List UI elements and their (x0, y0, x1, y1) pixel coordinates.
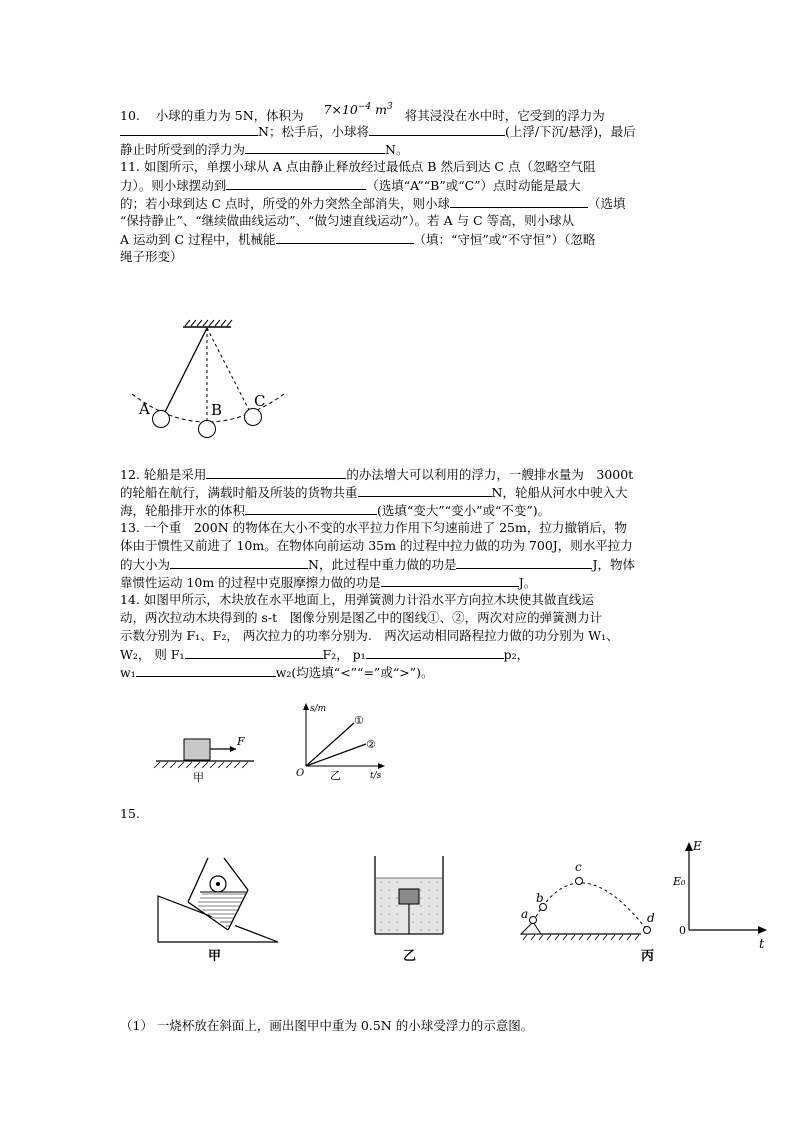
block-figure (150, 725, 270, 785)
q14-line5: w₁ w₂(均选填“<”“=”或“>”)。 (120, 665, 434, 680)
ball-a (530, 917, 537, 924)
graph-line-2 (306, 744, 366, 766)
label-a: A (139, 400, 150, 418)
fig-yi-label: 乙 (330, 769, 341, 782)
pt-d: d (647, 911, 655, 925)
q11-line1: 11. 如图所示，单摆小球从 A 点由静止释放经过最低点 B 然后到达 C 点（忽略空气阻 (120, 159, 596, 174)
pt-a: a (521, 907, 529, 921)
string-c (207, 328, 249, 410)
q11-line2: 力）。则小球摆动到 （选填“A”“B”或“C”）点时动能是最大 (120, 178, 581, 193)
label-c: C (254, 392, 266, 410)
label-b: B (211, 401, 223, 419)
pendulum-figure (128, 318, 298, 442)
q10-blank-final-buoyancy[interactable] (245, 140, 385, 154)
wood-block (184, 739, 210, 760)
graph-line-1 (306, 723, 354, 766)
axis-e0: E₀ (673, 875, 686, 888)
ceiling-hatch (183, 320, 232, 327)
q14-line1: 14. 如图甲所示，木块放在水平地面上，用弹簧测力计沿水平方向拉木块使其做直线运 (120, 592, 594, 607)
axis-e: E (693, 839, 702, 853)
q10-line3: 静止时所受到的浮力为 N。 (120, 142, 409, 157)
ball-c (245, 409, 262, 426)
q10-text-1: 小球的重力为 5N，体积为 (155, 108, 304, 124)
trajectory (533, 883, 647, 930)
origin-label: O (296, 768, 305, 779)
q12-blank-volume[interactable] (245, 501, 377, 515)
q13-blank-force[interactable] (170, 555, 308, 569)
q13-line1: 13. 一个重 200N 的物体在大小不变的水平拉力作用下匀速前进了 25m，拉力撤销后，物 (120, 520, 627, 535)
q13-line3: 的大小为 N，此过程中重力做的功是 J，物体 (120, 557, 635, 572)
fig-jia-label: 甲 (193, 771, 204, 784)
q10-line2: N；松手后，小球将 (上浮/下沉/悬浮)，最后 (120, 122, 636, 141)
q14-line4: W₂， 则 F₁ F₂， p₁ p₂， (120, 647, 530, 662)
ball-d (644, 927, 651, 934)
cap-jia: 甲 (208, 949, 222, 964)
ball-c (576, 878, 583, 885)
q11-line4: “保持静止”、“继续做曲线运动”、“做匀速直线运动”）。若 A 与 C 等高，则小球从 (120, 213, 575, 228)
pt-b: b (536, 891, 544, 905)
axis-zero: 0 (679, 924, 686, 937)
force-label: F (237, 735, 245, 748)
projectile-figure (505, 838, 785, 968)
q14-line3: 示数分别为 F₁、F₂， 两次拉力的功率分别为. 两次运动相同路程拉力做的功分别为 W₁、 (120, 628, 619, 643)
q13-blank-gravity-work[interactable] (456, 555, 592, 569)
axis-t: t (759, 937, 765, 952)
q10-blank-motion[interactable] (369, 122, 505, 136)
ball-b (199, 421, 216, 438)
q14-blank-force[interactable] (185, 645, 323, 659)
axis-s-label: s/m (310, 704, 327, 714)
q10-volume: $7\times 10^{-4}$ $m^3$ (323, 102, 393, 118)
q15-number: 15. (120, 806, 140, 821)
q11-blank-motion[interactable] (450, 194, 588, 208)
energy-axes (672, 839, 767, 952)
q10-text-2: 将其浸没在水中时，它受到的浮力为 (404, 108, 605, 124)
q10-blank-buoyancy[interactable] (120, 122, 258, 136)
q13-blank-friction-work[interactable] (381, 573, 519, 587)
submerged-block-figure (365, 850, 465, 966)
q11-line3: 的；若小球到达 C 点时，所受的外力突然全部消失，则小球 （选填 (120, 196, 626, 211)
q14-line2: 动，两次拉动木块得到的 s-t 图像分别是图乙中的图线①、②，两次对应的弹簧测力计 (120, 610, 603, 625)
string-a (165, 328, 207, 412)
q14-blank-work[interactable] (136, 663, 276, 677)
axis-t-label: t/s (370, 771, 382, 781)
q11-line5: A 运动到 C 过程中，机械能 （填：“守恒”或“不守恒”）（忽略 (120, 232, 596, 247)
ball-a (153, 411, 170, 428)
q12-blank-method[interactable] (206, 465, 346, 479)
cap-yi: 乙 (403, 949, 417, 964)
st-graph (290, 700, 400, 782)
q11-blank-energy[interactable] (276, 230, 414, 244)
q12-line3: 海，轮船排开水的体积 (选填“变大”“变小”或“不变”)。 (120, 503, 551, 518)
q11-line6: 绳子形变） (120, 249, 183, 264)
submerged-block (399, 889, 419, 904)
launcher (521, 922, 541, 934)
line1-label: ① (354, 714, 364, 727)
q10-number: 10. (120, 108, 140, 124)
incline-beaker-figure (150, 850, 290, 966)
pt-c: c (575, 860, 582, 874)
cap-bing: 丙 (641, 949, 655, 964)
q14-blank-power[interactable] (366, 645, 504, 659)
q12-blank-weight[interactable] (358, 483, 492, 497)
line2-label: ② (366, 738, 376, 751)
q12-line2: 的轮船在航行，满载时船及所装的货物共重 N，轮船从河水中驶入大 (120, 485, 628, 500)
q12-line1: 12. 轮船是采用 的办法增大可以利用的浮力，一艘排水量为 3000t (120, 467, 634, 482)
q15-sub1: （1） 一烧杯放在斜面上，画出图甲中重为 0.5N 的小球受浮力的示意图。 (120, 1018, 534, 1033)
q13-line4: 靠惯性运动 10m 的过程中克服摩擦力做的功是 J。 (120, 575, 537, 590)
q13-line2: 体由于惯性又前进了 10m。在物体向前运动 35m 的过程中拉力做的功为 700J，则水平拉力 (120, 538, 633, 553)
q11-blank-point[interactable] (226, 176, 366, 190)
